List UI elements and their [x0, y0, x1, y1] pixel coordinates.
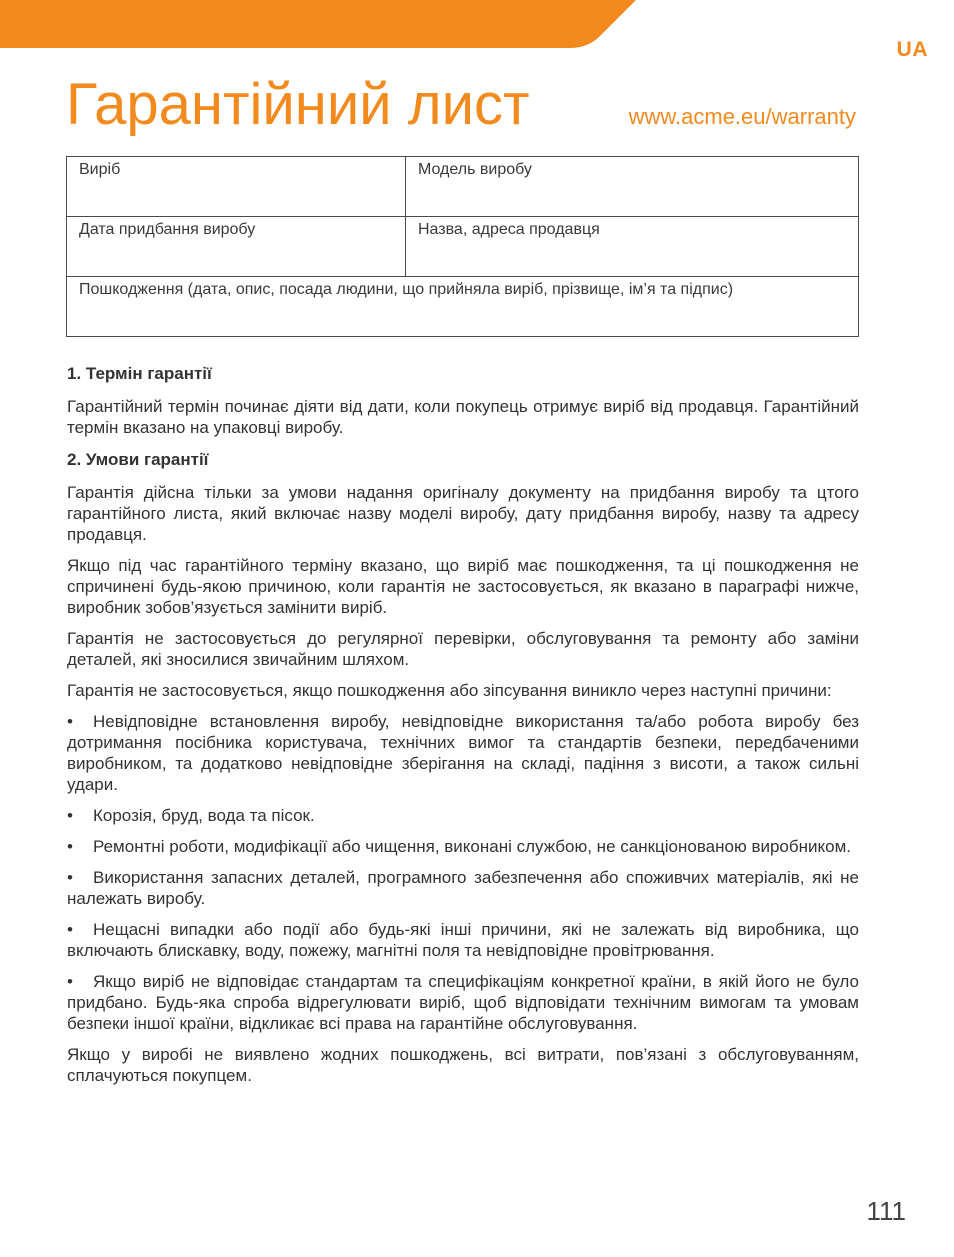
- seller-field: Назва, адреса продавця: [406, 217, 859, 277]
- bullet-item: • Використання запасних деталей, програмного забезпечення або споживчих матеріалів, які не належать виробу.: [67, 867, 859, 909]
- paragraph: Гарантія дійсна тільки за умови надання оригіналу документу на придбання виробу та цтого гарантійного листа, який включає назву моделі виробу, дату придбання виробу, назву та адресу продавця.: [67, 483, 859, 544]
- model-field: Модель виробу: [406, 157, 859, 217]
- section-heading-term: 1. Термін гарантії: [67, 364, 212, 383]
- paragraph: Якщо у виробі не виявлено жодних пошкоджень, всі витрати, пов’язані з обслуговуванням, сплачуються покупцем.: [67, 1045, 859, 1085]
- paragraph: Гарантія не застосовується до регулярної перевірки, обслуговування та ремонту або заміни деталей, які зносилися звичайним шляхом.: [67, 629, 859, 669]
- page-number: 111: [866, 1196, 906, 1226]
- bullet-item: • Якщо виріб не відповідає стандартам та специфікаціям конкретної країни, в якій його не було придбано. Будь-яка спроба відрегулювати виріб, щоб відповідати технічним вимогам та умовам безпеки іншої країни, відкликає всі права на гарантійне обслуговування.: [67, 971, 859, 1034]
- page-title: Гарантійний лист: [66, 72, 530, 137]
- damage-field: Пошкодження (дата, опис, посада людини, що прийняла виріб, прізвище, ім’я та підпис): [67, 277, 859, 337]
- product-field: Виріб: [67, 157, 406, 217]
- orange-header-band: [0, 0, 636, 48]
- paragraph: Якщо під час гарантійного терміну вказано, що виріб має пошкодження, та ці пошкодження не спричинені будь-якою причиною, коли гарантія не застосовується, як вказано в параграфі нижче, виробник зобов’язується замінити виріб.: [67, 556, 859, 617]
- language-code: UA: [896, 38, 928, 61]
- bullet-item: • Корозія, бруд, вода та пісок.: [67, 805, 859, 826]
- paragraph: Гарантія не застосовується, якщо пошкодження або зіпсування виникло через наступні причини:: [67, 681, 832, 700]
- warranty-form-table: [66, 156, 859, 337]
- bullet-item: • Нещасні випадки або події або будь-які інші причини, які не залежать від виробника, що включають блискавку, воду, пожежу, магнітні поля та невідповідне провітрювання.: [67, 919, 859, 961]
- warranty-terms: [67, 362, 859, 1096]
- section-heading-conditions: 2. Умови гарантії: [67, 450, 209, 469]
- purchase-date-field: Дата придбання виробу: [67, 217, 406, 277]
- bullet-item: • Невідповідне встановлення виробу, невідповідне використання та/або робота виробу без дотримання посібника користувача, технічних вимог та стандартів безпеки, передбаченими виробником, та додатково невідповідне зберігання на складі, падіння з висоти, а також сильні удари.: [67, 711, 859, 795]
- warranty-url: www.acme.eu/warranty: [628, 104, 856, 129]
- bullet-item: • Ремонтні роботи, модифікації або чищення, виконані службою, не санкціонованою виробником.: [67, 836, 859, 857]
- paragraph: Гарантійний термін починає діяти від дати, коли покупець отримує виріб від продавця. Гарантійний термін вказано на упаковці виробу.: [67, 397, 859, 437]
